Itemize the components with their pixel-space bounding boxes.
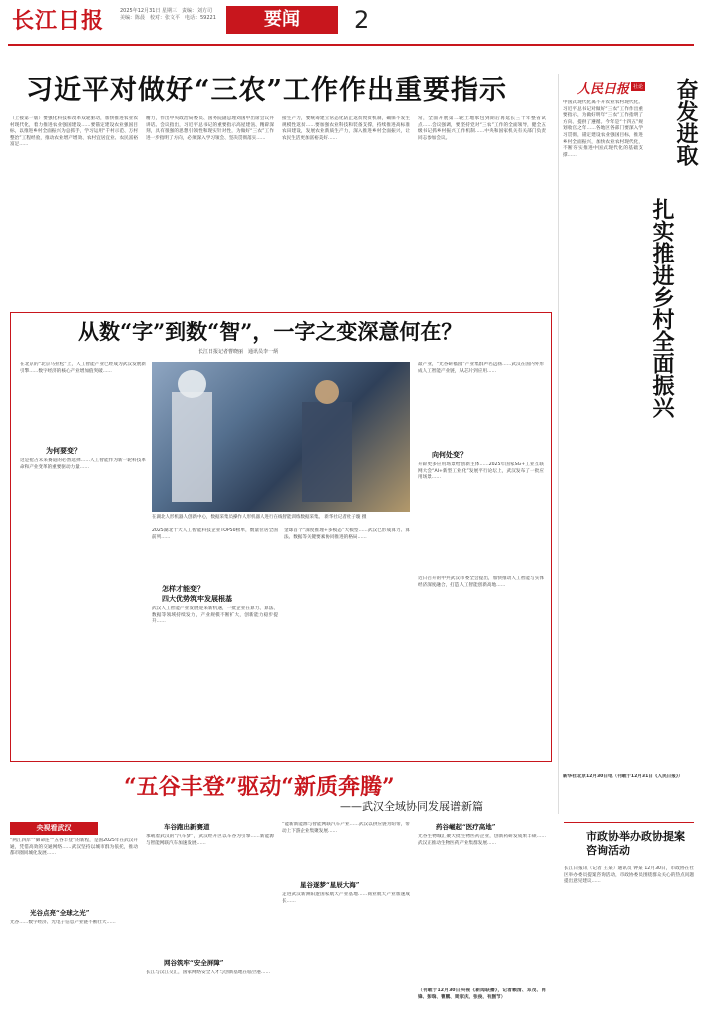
story2-kicker-4-body: 走进武汉新洲阳逻国家航天产业基地……商业航天产业加速成长…… xyxy=(282,892,410,904)
story2-kicker-4: 星谷逐梦“星辰大海” xyxy=(300,881,360,889)
editorial-column xyxy=(558,74,699,814)
story2-kicker-2: 车谷跑出新赛道 xyxy=(164,823,210,831)
page-number: 2 xyxy=(354,6,370,34)
feature-col-b2: 金球首个“深度推理+多模态”大模型……武汉已形成算力、算法、数据等关键要素协同推进的格局…… xyxy=(284,528,410,540)
story2-headline: “五谷丰登”驱动“新质奔腾” xyxy=(124,774,395,800)
story2-kicker-3-body: 长江与汉江交汇，国家网络安全人才与创新基地在临空港…… xyxy=(146,970,271,975)
story2-kicker-5-body: 光谷生物城汇聚大批生物医药企业，创新药研发成果丰硕……武汉正推动生物医药产业集群发展…… xyxy=(418,834,546,846)
lead-column-2: 精力，作出中央政治局委员、国务院副总理刘国中出席会议并讲话。会议指出，习近平总书记的重要指示高屋建瓴、精辟深刻，具有很强的思想引领性和现实针对性，为做好“三农”工作进一步指明了方向，必须深入学习领会、坚决贯彻落实…… xyxy=(146,116,274,141)
masthead-meta: 2025年12月31日 星期三 责编：刘方司 美编：陈晨 校对：张文平 电话：59221 xyxy=(120,8,218,21)
feature-subhead-4: 四大优势筑牢发展根基 xyxy=(162,594,232,603)
newspaper-logo: 长江日报 xyxy=(12,8,105,34)
lead-headline: 习近平对做好“三农”工作作出重要指示 xyxy=(26,75,508,106)
story2-kicker-5: 药谷崛起“医疗高地” xyxy=(436,823,496,831)
editorial-body: 中国式现代化离不开农业农村现代化。习近平总书记对做好“三农”工作作出重要指示，为做好明年“三农”工作指明了方向、提供了遵循。今年是“十四五”规划收官之年……各地区各部门要深入学习贯彻，锚定建设农业强国目标，推进乡村全面振兴，加快农业农村现代化，不断夯实推进中国式现代化的基础支撑…… xyxy=(563,100,643,158)
feature-intro: 在北京的“北京马拉松”上，人工智能产业已经成为武汉发展新引擎……数字经济的核心产业增加值突破…… xyxy=(20,362,146,374)
feature-subhead-1-body: 这是抢占未来赛道的必然选择……人工智能作为新一轮科技革命和产业变革的重要驱动力量…… xyxy=(20,458,146,470)
story2-kicker-1: 光谷点亮“全球之光” xyxy=(30,909,90,917)
sidebar-news-rule xyxy=(564,822,694,823)
editorial-footer: 新华社北京12月30日电（刊载于12月31日《人民日报》） xyxy=(563,774,683,779)
story2-footer-note: （刊载于12月30日央视《新闻联播》，记者赖清、邓茂、肖锋、彭瑞、曹鹏、周家庆、张俊、有删节） xyxy=(418,988,546,1000)
lead-column-1: （上接第一版）要强化科技和改革双轮驱动，加快推进农业农村现代化，着力推进农业强国建设……要锚定建设农业强国目标，以推进乡村全面振兴为总抓手，学习运用“千村示范、万村整治”工程经验，推动农业增产增效、农村宜居宜业、农民富裕富足…… xyxy=(10,116,138,148)
feature-byline: 长江日报记者曹晓丽 通讯员李一炳 xyxy=(198,349,279,355)
feature-subhead-3: 怎样才能变？ xyxy=(162,584,204,593)
feature-subhead-1: 为何要变？ xyxy=(46,446,81,455)
feature-col-b3: 最产业，“光谷研福园”产业集群声名远扬……武汉在国内外形成人工智能产业链，从芯片到应用…… xyxy=(418,362,544,374)
robot-photo-illustration xyxy=(152,362,410,512)
masthead xyxy=(0,0,702,40)
section-label-cctv: 央视看武汉 xyxy=(10,822,98,835)
feature-photo-caption: 在湖北人形机器人创新中心，数据采集员操作人形机器人进行在线智能训练数据采集。 新华社记者杜子璇 摄 xyxy=(152,515,367,520)
lead-column-4: 常，全面开展第二轮土地承包到期后再延长三十年整省试点……会议强调，要坚持党对“三农”工作的全面领导，健全五级书记抓乡村振兴工作机制……中央和国家机关有关部门负责同志参加会议。 xyxy=(418,116,546,141)
masthead-rule xyxy=(8,44,694,46)
lead-column-3: 接生产力，要统筹建立常态化防止返贫致贫机制，确保不发生规模性返贫……要加强农业科技和装备支撑，持续推进高标准农田建设，发展农业新质生产力，深入推进乡村全面振兴，让农民生活更加富裕美好…… xyxy=(282,116,410,141)
feature-subhead-2: 向何处变？ xyxy=(432,450,467,459)
story2-col-c: “能新新能源与智能网联汽车产业……武汉以供应链为纽带，带动上下游企业集聚发展…… xyxy=(282,822,410,834)
feature-col-b1: 2025湖北十大人工智能科技企业TOP50榜单，数量位居全国前列…… xyxy=(152,528,278,540)
story2-left-body: “两江四岸”“御命连”“五谷丰登”的新程，是国2025年在武汉开通，凭借高效的交通网络……武汉坚持以城市群为依托，推动都市圈同城化发展…… xyxy=(10,838,138,857)
peoples-daily-logo: 人民日报 xyxy=(577,82,630,97)
story2-kicker-2-body: 承载着武汉的“汽车梦”，武汉经开区以车谷为引擎……新能源与智能网联汽车加速发展…… xyxy=(146,834,274,846)
sidebar-news-body: 长江日报讯（记者 王某）通讯员 钟某 12月30日，市政协在社区举办委员提案咨询活动，市政协委员围绕群众关心的热点问题提出意见建议…… xyxy=(564,866,694,885)
story2-kicker-3: 网谷筑牢“安全屏障” xyxy=(164,959,224,967)
feature-subhead-2-body: 开辟更多应用场景给创新主体……2025年国家SG+工业互联网大会“AI+新型工业化”发展平行论坛上，武汉发布了一批应用场景…… xyxy=(418,462,544,481)
feature-col4: 近日召开的中共武汉市委全会提出，加快推动人工智能与实体经济深度融合，打造人工智能创新高地…… xyxy=(418,576,544,588)
feature-headline: 从数“字”到数“智”，一字之变深意何在？ xyxy=(78,319,463,344)
sidebar-news-headline: 市政协举办政协提案咨询活动 xyxy=(586,830,685,857)
feature-col2: 武汉人工智能产业发展迎来新机遇，一批企业在算力、算法、数据等领域持续发力，产业规模不断扩大，创新能力稳步提升…… xyxy=(152,606,278,625)
editorial-tag: 社论 xyxy=(633,84,644,90)
story2-subtitle: ——武汉全域协同发展谱新篇 xyxy=(340,800,483,813)
story2-kicker-1-body: 光谷……数字经济、光电子信息产业链不断壮大…… xyxy=(10,920,116,925)
feature-photo xyxy=(152,362,410,512)
section-badge: 要闻 xyxy=(226,6,338,34)
editorial-title-a: 奋发进取 xyxy=(673,78,699,166)
editorial-title-b: 扎实推进乡村全面振兴 xyxy=(649,198,675,418)
